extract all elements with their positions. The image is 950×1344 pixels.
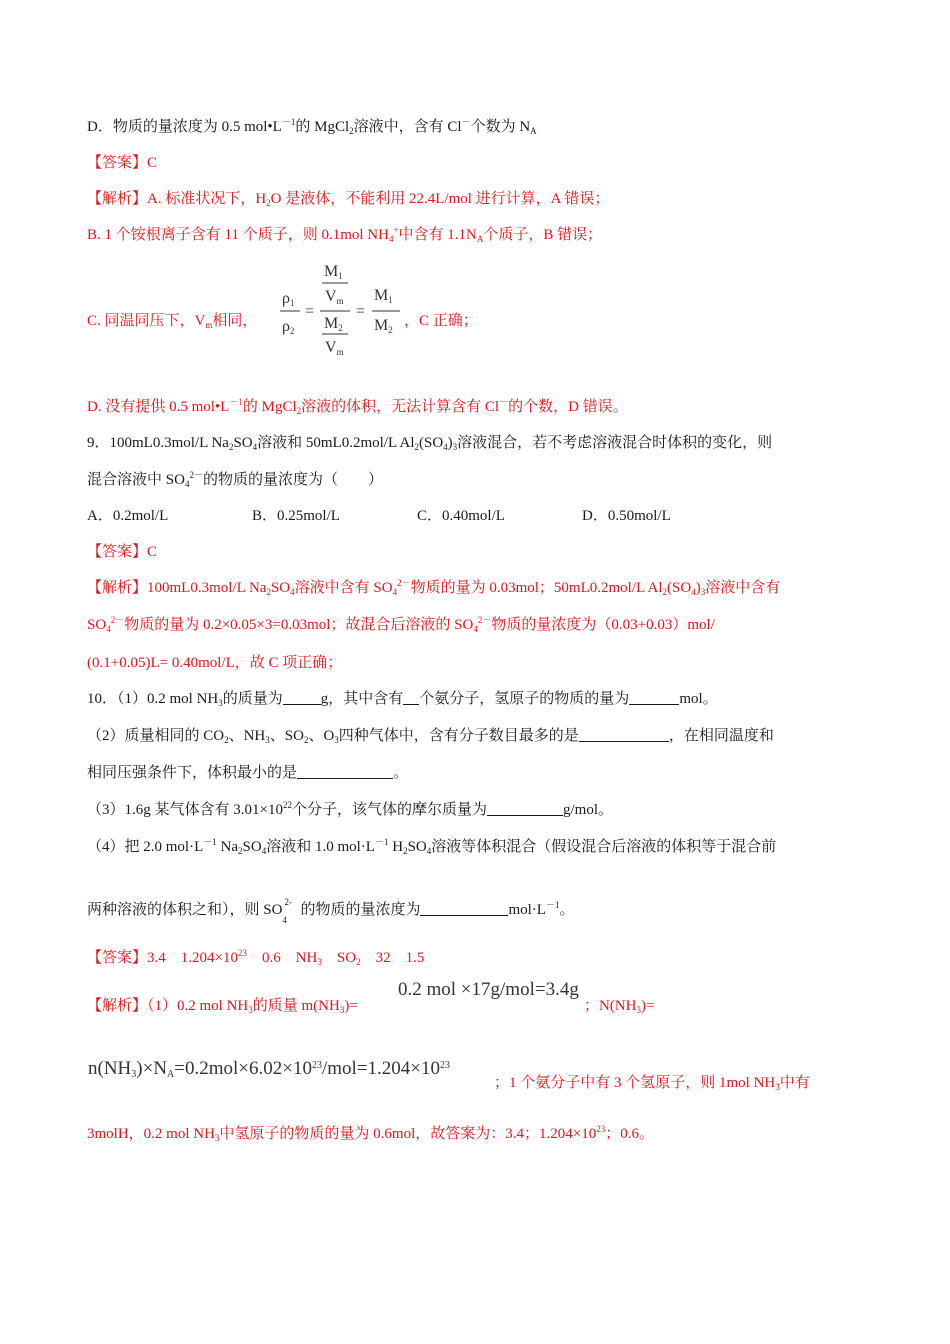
density-ratio-equation [276,258,416,362]
vm-text-2: Vm [325,339,344,357]
option-d-text: D．物质的量浓度为 0.5 $mol•L^{-1}$的 MgCl$_2$溶液中，含有 Cl－个数为 $N_A$ [87,117,537,136]
blank-1[interactable] [283,690,321,705]
m1-text-right: M1 [374,287,393,305]
rho1-text: ρ1 [282,290,295,308]
option-d: D．0.50mol/L [582,508,671,524]
explanation-c: C. 同温同压下，$V_m$相同， [87,313,258,330]
mass-equation: 0.2 mol ×17g/mol=3.4g [398,979,579,1000]
equals-sign-2: = [356,303,366,320]
count-equation: $n(NH_3)\times N_A=0.2mol\times 6.02\times 10^{23}/mol=1.204\times 10^{23}$ [88,1058,451,1080]
m1-text: M1 [324,263,343,281]
blank-2[interactable] [403,690,419,705]
question-10-part-4-line-1: （4）把 2.0 $mol\cdot L^{-1}$ $Na_2SO_4$溶液和 1.0 $mol\cdot L^{-1}$ $H_2SO_4$溶液等体积混合（假设混合后溶液的体积等于混合前 [87,837,777,856]
question-10-part-1: 10．（1）0.2 mol $NH_3$的质量为 g，其中含有 个氨分子，氢原子的物质的量为 mol。 [87,691,718,708]
question-10-part-2-line-2: 相同压强条件下，体积最小的是 。 [87,765,409,781]
blank-6[interactable] [487,801,563,816]
blank-4[interactable] [579,727,669,742]
question-9-options [87,506,671,526]
explanation-d: D. 没有提供 0.5 $mol•L^{-1}$的 MgCl$_2$溶液的体积，无法计算含有 Cl－的个数，D 错误。 [87,397,628,416]
explanation-10-line-2: ；1 个氨分子中有 3 个氢原子，则 1mol $NH_3$中有 [494,1075,810,1092]
option-c: C．0.40mol/L [417,508,505,524]
question-10-part-3: （3）1.6g 某气体含有 $3.01\times 10^{22}$个分子，该气体的摩尔质量为 g/mol。 [87,800,613,818]
explanation-9-line-2: $SO_4^{2-}$物质的量为 0.2×0.05×3=0.03mol；故混合后溶液的 $SO_4^{2-}$物质的量浓度为（0.03+0.03）mol/ [87,615,715,634]
question-10-part-2-line-1: （2）质量相同的 $CO_2$、$NH_3$、$SO_2$、$O_3$四种气体中，含有分子数目最多的是 ，在相同温度和 [87,728,774,745]
m2-text: M2 [324,315,343,333]
answer-label-1: 【答案】C [87,155,158,171]
m2-text-right: M2 [374,317,393,335]
question-9-line-1: 9．100mL0.3mol/L $Na_2SO_4$溶液和 50mL0.2mol/L $Al_2(SO_4)_3$溶液混合，若不考虑溶液混合时体积的变化，则 [87,435,773,452]
answer-label-2: 【答案】C [87,544,158,560]
explanation-c-tail: ，C 正确； [404,313,478,329]
answer-label-3: 【答案】3.4 $1.204\times 10^{23}$ 0.6 $NH_3$ $SO_2$ 32 1.5 [87,948,425,967]
question-9-line-2: 混合溶液中 $SO_4^{2-}$的物质的量浓度为（ ） [87,470,383,489]
blank-5[interactable] [297,764,393,779]
option-a: A．0.2mol/L [87,508,169,524]
option-b: B．0.25mol/L [252,508,340,524]
blank-3[interactable] [629,690,679,705]
explanation-9-line-3: (0.1+0.05)L= 0.40mol/L，故 C 项正确； [87,655,343,671]
question-10-part-4-line-2: 两种溶液的体积之和），则 SO 2- 4 的物质的量浓度为 $mol\cdot L^{-1}$。 [87,897,575,925]
rho2-text: ρ2 [282,318,295,336]
explanation-b: B. 1 个铵根离子含有 11 个质子，则 0.1mol $NH_4^+$中含有 $1.1N_A$个质子，B 错误； [87,225,603,244]
equals-sign-1: = [305,303,315,320]
explanation-10-line-1-tail: ；$N(NH_3)=$ [584,998,655,1015]
vm-text-1: Vm [325,288,344,306]
blank-7[interactable] [420,901,508,916]
explanation-9-line-1: 【解析】100mL0.3mol/L $Na_2SO_4$溶液中含有 $SO_4^{2-}$物质的量为 0.03mol；50mL0.2mol/L $Al_2(SO_4)_3$溶液中含有 [87,578,781,597]
explanation-a: 【解析】A. 标准状况下，$H_2O$ 是液体，不能利用 22.4L/mol 进行计算，A 错误； [87,191,610,208]
explanation-10-line-1: 【解析】（1）0.2 mol $NH_3$的质量 $m(NH_3)=$ [87,998,358,1015]
explanation-10-line-3: 3molH，0.2 mol $NH_3$中氢原子的物质的量为 0.6mol，故答案为：3.4；$1.204\times 10^{23}$；0.6。 [87,1124,654,1143]
